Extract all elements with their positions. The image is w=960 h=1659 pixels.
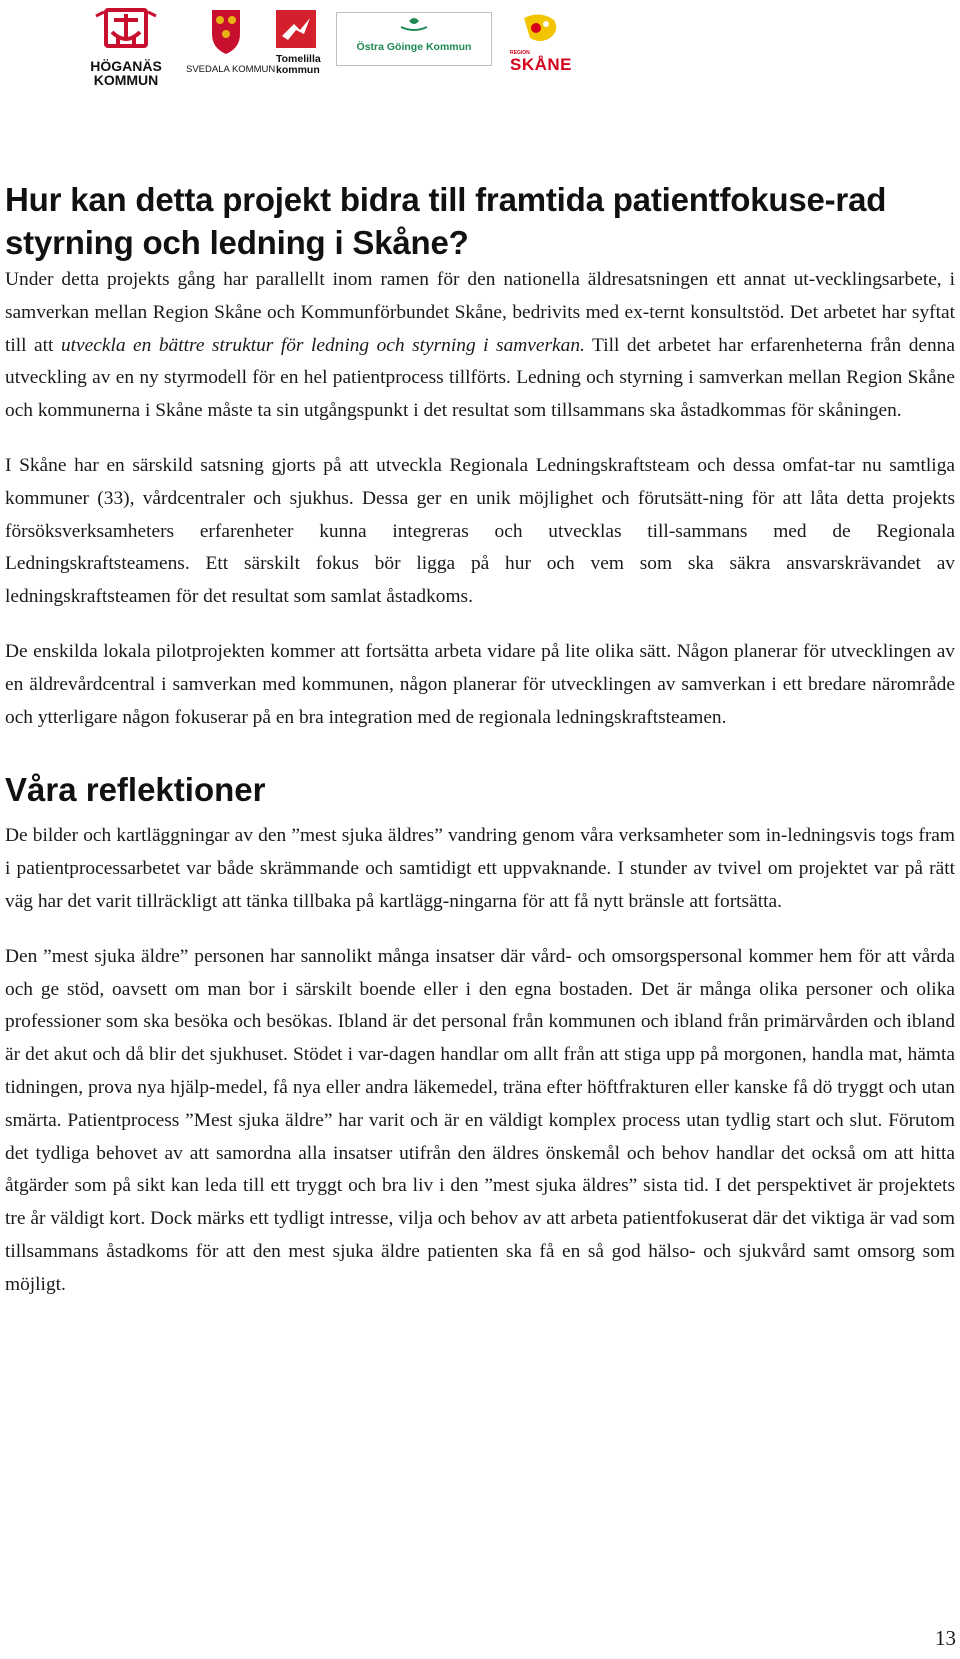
paragraph-styrmodell-part1: Under detta projekts gång har parallellt inom ramen för den nationella äldresatsningen ett annat ut-vecklingsarbete, i samverkan mellan Region Skåne och Kommunförbundet Skåne, bedrivits med ex-ternt konsultstöd. Det arbetet har syftat till att <box>5 269 955 356</box>
paragraph-styrmodell-emphasis: utveckla en bättre struktur för ledning och styrning i samverkan. <box>60 334 585 356</box>
paragraph-pilotprojekt: De enskilda lokala pilotprojekten kommer att fortsätta arbeta vidare på lite olika sätt. Någon planerar för utvecklingen av en äldrevårdcentral i samverkan med kommunen, någon planerar för utvecklingen av samverkan i ett bredare närområde och ytterligare någon fokuserar på en bra integration med de regionala ledningskraftsteamen. <box>5 640 955 728</box>
skane-line1: REGION <box>510 50 530 56</box>
paragraph-kartlaggningar: De bilder och kartläggningar av den ”mest sjuka äldres” vandring genom våra verksamheter som in-ledningsvis togs fram i patientprocessarbetet var både skrämmande och samtidigt ett uppvaknande. I stunder av tvivel om projektet var på rätt väg har det varit tillräckligt att tänka tillbaka på kartlägg-ningarna för att få nytt bränsle att fortsätta. <box>5 825 955 912</box>
goinge-leaf-icon <box>337 13 491 39</box>
svedala-name: SVEDALA KOMMUN <box>186 64 276 75</box>
page-number: 13 <box>935 1626 956 1650</box>
tomelilla-bird-icon <box>276 10 316 48</box>
ostra-goinge-kommun-logo <box>336 12 492 66</box>
region-skane-logo <box>510 12 580 72</box>
svedala-shield-icon <box>186 8 266 54</box>
skane-line2: SKÅNE <box>510 55 573 74</box>
hoganas-kommun-logo <box>86 6 166 88</box>
paragraph-mest-sjuka-aldre: Den ”mest sjuka äldre” personen har sannolikt många insatser där vård- och omsorgspersonal kommer hem för att vårda och ge stöd, oavsett om man bor i särskilt boende eller i den egna bostaden. Det är många olika personer och olika professioner som ska besöka och besökas. Ibland är det personal från kommunen och ibland från primärvården och ibland är det akut och då blir det sjukhuset. Stödet i var-dagen handlar om allt från att stiga upp på morgonen, handla mat, hämta tidningen, prova nya hjälp-medel, få nya eller andra läkemedel, träna efter höftfrakturen eller kanske få dö tryggt och utan smärta. Patientprocess ”Mest sjuka äldre” har varit och är en väldigt komplex process utan tydlig start och slut. Förutom det tydliga behovet av att samordna alla insatser utifrån den äldres önskemål och behov handlar det också om att hitta åtgärder som på sikt kan leda till ett tryggt och bra liv i den ”mest sjuka äldres” sista tid. I det perspektivet är projektets tre år väldigt kort. Dock märks ett tydligt intresse, vilja och behov av att arbeta patientfokuserat där det viktiga är vad som tillsammans åstadkoms för att den mest sjuka äldre patienten ska få en så god hälso- och sjukvård samt omsorg som möjligt. <box>5 945 955 1295</box>
tomelilla-line2: kommun <box>276 63 320 76</box>
hoganas-line1: HÖGANÄS <box>90 58 162 74</box>
svedala-kommun-logo <box>186 8 276 75</box>
paragraph-ledningskraftsteam: I Skåne har en särskild satsning gjorts på att utveckla Regionala Ledningskraftsteam och dessa omfat-tar nu samtliga kommuner (33), vårdcentraler och sjukhus. Dessa ger en unik möjlighet och förutsätt-ning för att låta detta projekts försöksverksamheters erfarenheter kunna integreras och utvecklas till-sammans med de Regionala Ledningskraftsteamens. Ett särskilt fokus bör ligga på hur och vem som ska säkra ansvarskrävandet av ledningskraftsteamen för det resultat som samlat åstadkoms. <box>5 454 955 608</box>
paragraph-styrmodell <box>5 264 955 428</box>
tomelilla-line1: Tomelilla <box>276 53 321 65</box>
skane-griffin-icon <box>510 12 570 46</box>
hoganas-crest-icon <box>86 6 166 56</box>
section-heading-framtida-styrning: Hur kan detta projekt bidra till framtida patientfokuse-rad styrning och ledning i Skåne? <box>5 181 887 261</box>
hoganas-line2: KOMMUN <box>93 72 159 88</box>
goinge-name: Östra Göinge Kommun <box>356 41 472 53</box>
document-body <box>5 178 955 1302</box>
paragraph-styrmodell-part2: Till det arbetet har erfarenheterna från denna utveckling av en ny styrmodell för en hel patientprocess tillförts. Ledning och styrning i samverkan mellan Region Skåne och kommunerna i Skåne måste ta sin utgångspunkt i det resultat som tillsammans ska åstadkommas för skåningen. <box>5 334 955 422</box>
tomelilla-kommun-logo <box>276 10 320 74</box>
section-heading-reflektioner: Våra reflektioner <box>5 771 266 809</box>
